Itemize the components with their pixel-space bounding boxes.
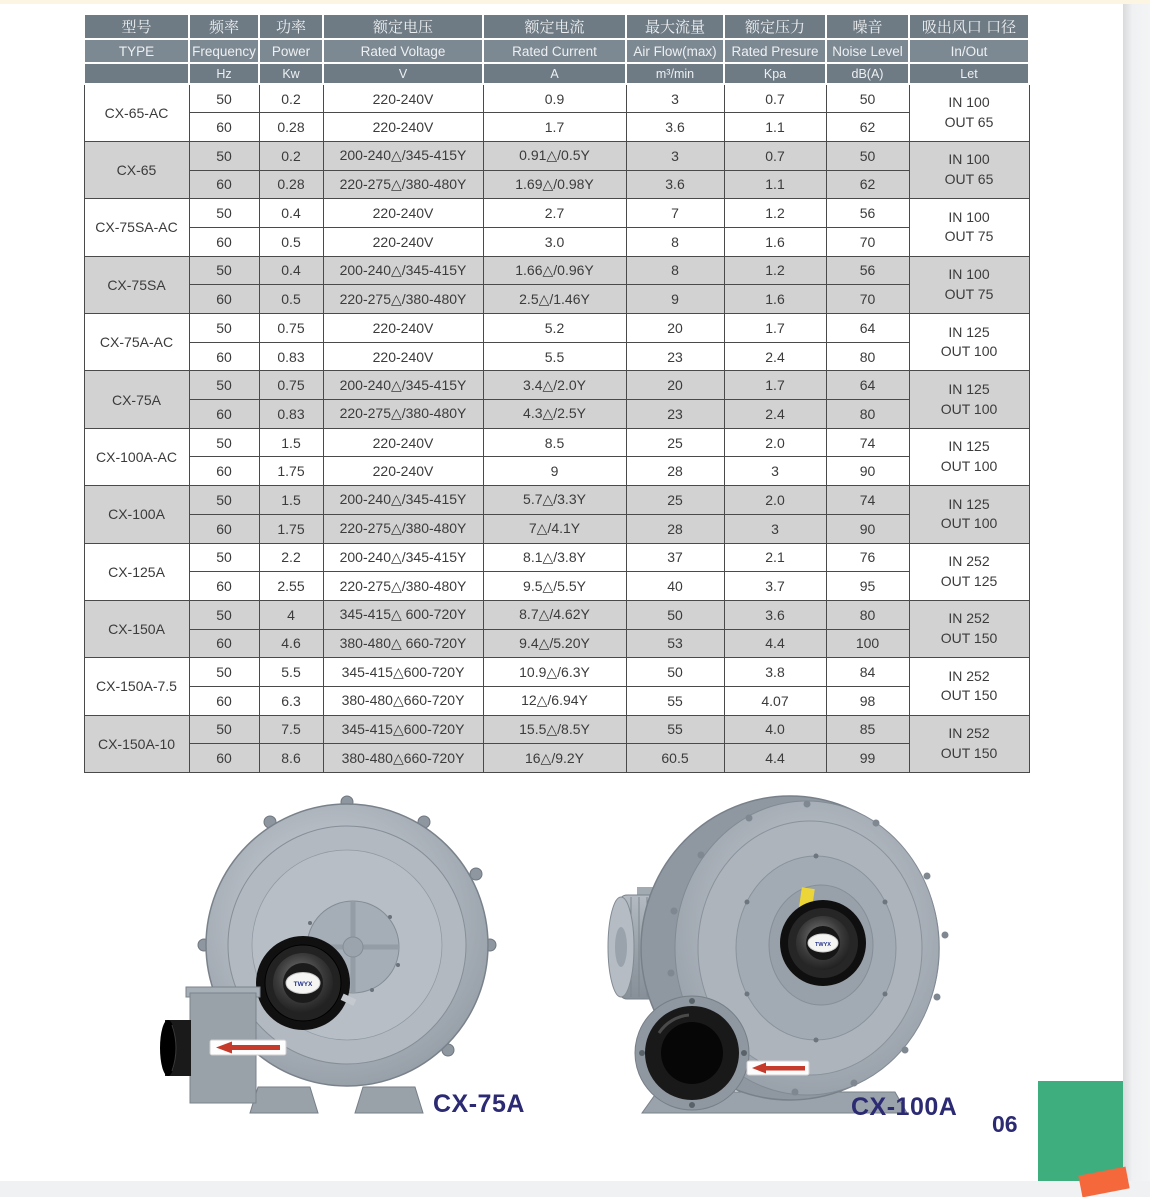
value-cell: 28	[626, 457, 724, 486]
inout-cell	[909, 314, 1029, 371]
value-cell: 0.2	[259, 141, 323, 170]
table-row	[84, 543, 1029, 572]
top-edge-strip	[0, 0, 1150, 4]
table-row	[84, 686, 1029, 715]
value-cell: 50	[626, 600, 724, 629]
product-label-cx100a: CX-100A	[851, 1093, 958, 1121]
header-cell-en: In/Out	[909, 39, 1029, 63]
model-cell: CX-65	[84, 141, 189, 198]
value-cell: 40	[626, 572, 724, 601]
value-cell: 1.1	[724, 113, 826, 142]
model-cell: CX-150A	[84, 600, 189, 657]
value-cell: 37	[626, 543, 724, 572]
value-cell: 60	[189, 514, 259, 543]
inout-line: IN 100	[948, 266, 990, 283]
outlet-port-opening	[661, 1022, 723, 1084]
value-cell: 5.5	[259, 658, 323, 687]
table-row	[84, 428, 1029, 457]
value-cell: 50	[189, 256, 259, 285]
value-cell: 3.0	[483, 227, 626, 256]
value-cell: 3.6	[724, 600, 826, 629]
value-cell: 62	[826, 170, 909, 199]
value-cell: 9.4△/5.20Y	[483, 629, 626, 658]
value-cell: 220-240V	[323, 457, 483, 486]
model-cell: CX-100A-AC	[84, 428, 189, 485]
value-cell: 64	[826, 314, 909, 343]
value-cell: 50	[189, 314, 259, 343]
value-cell: 1.69△/0.98Y	[483, 170, 626, 199]
model-cell: CX-75A-AC	[84, 314, 189, 371]
value-cell: 200-240△/345-415Y	[323, 543, 483, 572]
value-cell: 4	[259, 600, 323, 629]
inlet-center	[343, 937, 363, 957]
value-cell: 60	[189, 227, 259, 256]
inout-cell	[909, 371, 1029, 428]
value-cell: 1.75	[259, 457, 323, 486]
inout-line: OUT 100	[940, 400, 998, 417]
header-cell-unit: Kw	[259, 63, 323, 84]
header-cell-unit: A	[483, 63, 626, 84]
inout-line: OUT 100	[940, 343, 998, 360]
model-cell: CX-150A-7.5	[84, 658, 189, 715]
table-row	[84, 400, 1029, 429]
header-cell-en: Frequency	[189, 39, 259, 63]
value-cell: 98	[826, 686, 909, 715]
table-row	[84, 199, 1029, 228]
value-cell: 50	[189, 141, 259, 170]
value-cell: 60	[189, 285, 259, 314]
flow-direction-sticker	[747, 1061, 809, 1075]
value-cell: 90	[826, 457, 909, 486]
value-cell: 0.7	[724, 84, 826, 113]
value-cell: 20	[626, 314, 724, 343]
value-cell: 9	[483, 457, 626, 486]
inout-line: OUT 150	[940, 744, 998, 761]
header-cell-en: Rated Voltage	[323, 39, 483, 63]
value-cell: 60.5	[626, 744, 724, 773]
value-cell: 2.1	[724, 543, 826, 572]
value-cell: 23	[626, 342, 724, 371]
value-cell: 220-240V	[323, 84, 483, 113]
value-cell: 55	[626, 715, 724, 744]
value-cell: 50	[189, 371, 259, 400]
header-cell-unit: m³/min	[626, 63, 724, 84]
value-cell: 2.7	[483, 199, 626, 228]
value-cell: 1.66△/0.96Y	[483, 256, 626, 285]
table-row	[84, 141, 1029, 170]
value-cell: 1.6	[724, 285, 826, 314]
inout-line: OUT 125	[940, 572, 998, 589]
inout-cell	[909, 141, 1029, 198]
value-cell: 56	[826, 256, 909, 285]
value-cell: 7△/4.1Y	[483, 514, 626, 543]
value-cell: 23	[626, 400, 724, 429]
value-cell: 85	[826, 715, 909, 744]
value-cell: 1.6	[724, 227, 826, 256]
header-cell-en: Rated Current	[483, 39, 626, 63]
header-cell-zh: 吸出风口 口径	[909, 14, 1029, 39]
header-cell-zh: 额定电流	[483, 14, 626, 39]
inout-line: IN 125	[948, 323, 990, 340]
value-cell: 220-275△/380-480Y	[323, 514, 483, 543]
value-cell: 4.3△/2.5Y	[483, 400, 626, 429]
model-cell: CX-75SA-AC	[84, 199, 189, 256]
table-row	[84, 514, 1029, 543]
value-cell: 20	[626, 371, 724, 400]
blower-foot	[250, 1087, 318, 1113]
value-cell: 12△/6.94Y	[483, 686, 626, 715]
value-cell: 84	[826, 658, 909, 687]
value-cell: 0.4	[259, 256, 323, 285]
value-cell: 1.1	[724, 170, 826, 199]
model-cell: CX-125A	[84, 543, 189, 600]
value-cell: 4.4	[724, 744, 826, 773]
inout-cell	[909, 256, 1029, 313]
inout-line: IN 100	[948, 151, 990, 168]
page-number: 06	[992, 1111, 1018, 1137]
table-row	[84, 285, 1029, 314]
value-cell: 50	[189, 84, 259, 113]
value-cell: 55	[626, 686, 724, 715]
value-cell: 345-415△ 600-720Y	[323, 600, 483, 629]
value-cell: 74	[826, 428, 909, 457]
inout-cell	[909, 486, 1029, 543]
value-cell: 4.0	[724, 715, 826, 744]
value-cell: 380-480△660-720Y	[323, 744, 483, 773]
header-cell-zh: 最大流量	[626, 14, 724, 39]
inout-line: OUT 75	[944, 285, 994, 302]
table-row	[84, 600, 1029, 629]
value-cell: 60	[189, 457, 259, 486]
value-cell: 5.2	[483, 314, 626, 343]
value-cell: 220-275△/380-480Y	[323, 285, 483, 314]
value-cell: 56	[826, 199, 909, 228]
value-cell: 0.2	[259, 84, 323, 113]
value-cell: 2.2	[259, 543, 323, 572]
value-cell: 0.75	[259, 314, 323, 343]
value-cell: 220-240V	[323, 342, 483, 371]
table-row	[84, 170, 1029, 199]
value-cell: 62	[826, 113, 909, 142]
inout-line: IN 252	[948, 553, 990, 570]
value-cell: 8.6	[259, 744, 323, 773]
table-row	[84, 342, 1029, 371]
inout-line: IN 125	[948, 438, 990, 455]
value-cell: 3.4△/2.0Y	[483, 371, 626, 400]
header-cell-en: Rated Presure	[724, 39, 826, 63]
header-cell-en: Noise Level	[826, 39, 909, 63]
value-cell: 60	[189, 744, 259, 773]
model-cell: CX-75A	[84, 371, 189, 428]
inout-cell	[909, 428, 1029, 485]
green-accent-block	[1038, 1081, 1123, 1181]
spec-table-header	[84, 14, 1029, 84]
inout-line: IN 252	[948, 667, 990, 684]
value-cell: 2.4	[724, 342, 826, 371]
blower-foot	[355, 1087, 423, 1113]
value-cell: 53	[626, 629, 724, 658]
header-cell-unit: Kpa	[724, 63, 826, 84]
value-cell: 50	[826, 141, 909, 170]
inout-line: OUT 65	[944, 113, 994, 130]
inout-line: OUT 150	[940, 630, 998, 647]
value-cell: 16△/9.2Y	[483, 744, 626, 773]
value-cell: 50	[189, 486, 259, 515]
value-cell: 95	[826, 572, 909, 601]
value-cell: 6.3	[259, 686, 323, 715]
value-cell: 74	[826, 486, 909, 515]
model-cell: CX-65-AC	[84, 84, 189, 141]
value-cell: 5.5	[483, 342, 626, 371]
value-cell: 3	[626, 84, 724, 113]
table-row	[84, 572, 1029, 601]
value-cell: 4.07	[724, 686, 826, 715]
value-cell: 3	[724, 514, 826, 543]
model-cell: CX-150A-10	[84, 715, 189, 772]
value-cell: 5.7△/3.3Y	[483, 486, 626, 515]
value-cell: 7.5	[259, 715, 323, 744]
value-cell: 220-240V	[323, 428, 483, 457]
model-cell: CX-100A	[84, 486, 189, 543]
inout-line: IN 252	[948, 725, 990, 742]
inout-cell	[909, 543, 1029, 600]
inout-cell	[909, 199, 1029, 256]
value-cell: 220-275△/380-480Y	[323, 400, 483, 429]
value-cell: 1.7	[724, 371, 826, 400]
value-cell: 50	[189, 658, 259, 687]
value-cell: 1.75	[259, 514, 323, 543]
value-cell: 80	[826, 600, 909, 629]
table-row	[84, 629, 1029, 658]
inout-line: OUT 100	[940, 515, 998, 532]
brand-badge-text: TWYX	[815, 942, 831, 948]
value-cell: 0.4	[259, 199, 323, 228]
value-cell: 0.5	[259, 227, 323, 256]
value-cell: 200-240△/345-415Y	[323, 256, 483, 285]
value-cell: 60	[189, 686, 259, 715]
value-cell: 3	[724, 457, 826, 486]
value-cell: 0.83	[259, 342, 323, 371]
value-cell: 90	[826, 514, 909, 543]
value-cell: 64	[826, 371, 909, 400]
header-cell-zh: 额定电压	[323, 14, 483, 39]
value-cell: 4.4	[724, 629, 826, 658]
value-cell: 80	[826, 400, 909, 429]
value-cell: 8	[626, 227, 724, 256]
value-cell: 50	[826, 84, 909, 113]
value-cell: 2.4	[724, 400, 826, 429]
value-cell: 3.6	[626, 113, 724, 142]
header-cell-en: Air Flow(max)	[626, 39, 724, 63]
value-cell: 60	[189, 400, 259, 429]
value-cell: 70	[826, 285, 909, 314]
value-cell: 60	[189, 342, 259, 371]
value-cell: 3.6	[626, 170, 724, 199]
value-cell: 60	[189, 170, 259, 199]
value-cell: 2.5△/1.46Y	[483, 285, 626, 314]
value-cell: 1.2	[724, 256, 826, 285]
value-cell: 0.28	[259, 113, 323, 142]
brand-badge-text: TWYX	[293, 981, 313, 988]
inout-line: IN 252	[948, 610, 990, 627]
value-cell: 15.5△/8.5Y	[483, 715, 626, 744]
value-cell: 0.83	[259, 400, 323, 429]
header-cell-zh: 噪音	[826, 14, 909, 39]
header-cell-en: Power	[259, 39, 323, 63]
value-cell: 4.6	[259, 629, 323, 658]
value-cell: 60	[189, 629, 259, 658]
value-cell: 345-415△600-720Y	[323, 658, 483, 687]
blower-front-illustration	[158, 795, 558, 1130]
table-row	[84, 715, 1029, 744]
header-cell-unit: Hz	[189, 63, 259, 84]
inout-line: OUT 75	[944, 228, 994, 245]
value-cell: 1.5	[259, 486, 323, 515]
header-cell-zh: 额定压力	[724, 14, 826, 39]
value-cell: 8	[626, 256, 724, 285]
inout-line: IN 100	[948, 94, 990, 111]
value-cell: 380-480△660-720Y	[323, 686, 483, 715]
value-cell: 0.5	[259, 285, 323, 314]
value-cell: 345-415△600-720Y	[323, 715, 483, 744]
value-cell: 1.2	[724, 199, 826, 228]
value-cell: 3.8	[724, 658, 826, 687]
page-right-gutter	[1123, 0, 1150, 1181]
header-cell-en: TYPE	[84, 39, 189, 63]
value-cell: 2.0	[724, 486, 826, 515]
inout-line: OUT 100	[940, 457, 998, 474]
table-row	[84, 371, 1029, 400]
value-cell: 200-240△/345-415Y	[323, 371, 483, 400]
model-cell: CX-75SA	[84, 256, 189, 313]
value-cell: 70	[826, 227, 909, 256]
value-cell: 220-275△/380-480Y	[323, 170, 483, 199]
value-cell: 200-240△/345-415Y	[323, 486, 483, 515]
value-cell: 8.1△/3.8Y	[483, 543, 626, 572]
value-cell: 9	[626, 285, 724, 314]
value-cell: 50	[189, 199, 259, 228]
value-cell: 0.9	[483, 84, 626, 113]
header-cell-zh: 功率	[259, 14, 323, 39]
header-cell-unit	[84, 63, 189, 84]
value-cell: 50	[189, 715, 259, 744]
inout-cell	[909, 84, 1029, 141]
header-cell-unit: V	[323, 63, 483, 84]
value-cell: 3	[626, 141, 724, 170]
value-cell: 220-275△/380-480Y	[323, 572, 483, 601]
flow-direction-sticker	[210, 1040, 286, 1055]
value-cell: 60	[189, 113, 259, 142]
value-cell: 60	[189, 572, 259, 601]
inout-cell	[909, 715, 1029, 772]
value-cell: 28	[626, 514, 724, 543]
value-cell: 7	[626, 199, 724, 228]
value-cell: 50	[189, 600, 259, 629]
value-cell: 1.5	[259, 428, 323, 457]
header-cell-unit: Let	[909, 63, 1029, 84]
spec-table-body	[84, 84, 1029, 773]
value-cell: 1.7	[483, 113, 626, 142]
value-cell: 220-240V	[323, 199, 483, 228]
value-cell: 220-240V	[323, 113, 483, 142]
value-cell: 220-240V	[323, 314, 483, 343]
blower-side-illustration	[597, 795, 1027, 1130]
value-cell: 9.5△/5.5Y	[483, 572, 626, 601]
header-cell-zh: 型号	[84, 14, 189, 39]
value-cell: 3.7	[724, 572, 826, 601]
inout-line: OUT 150	[940, 687, 998, 704]
table-row	[84, 314, 1029, 343]
value-cell: 200-240△/345-415Y	[323, 141, 483, 170]
value-cell: 380-480△ 660-720Y	[323, 629, 483, 658]
table-row	[84, 658, 1029, 687]
header-cell-unit: dB(A)	[826, 63, 909, 84]
value-cell: 0.91△/0.5Y	[483, 141, 626, 170]
value-cell: 25	[626, 428, 724, 457]
inout-cell	[909, 658, 1029, 715]
table-row	[84, 84, 1029, 113]
table-row	[84, 744, 1029, 773]
product-label-cx75a: CX-75A	[433, 1090, 525, 1118]
inout-line: IN 125	[948, 495, 990, 512]
inout-line: IN 100	[948, 208, 990, 225]
value-cell: 10.9△/6.3Y	[483, 658, 626, 687]
value-cell: 0.75	[259, 371, 323, 400]
inout-cell	[909, 600, 1029, 657]
table-row	[84, 256, 1029, 285]
value-cell: 100	[826, 629, 909, 658]
value-cell: 50	[189, 428, 259, 457]
value-cell: 2.55	[259, 572, 323, 601]
value-cell: 50	[189, 543, 259, 572]
value-cell: 0.28	[259, 170, 323, 199]
value-cell: 80	[826, 342, 909, 371]
spec-table	[83, 13, 1030, 773]
value-cell: 1.7	[724, 314, 826, 343]
table-row	[84, 113, 1029, 142]
value-cell: 0.7	[724, 141, 826, 170]
value-cell: 76	[826, 543, 909, 572]
table-row	[84, 457, 1029, 486]
table-row	[84, 486, 1029, 515]
inout-line: OUT 65	[944, 171, 994, 188]
value-cell: 99	[826, 744, 909, 773]
value-cell: 25	[626, 486, 724, 515]
product-photo-cx75a	[158, 795, 558, 1130]
table-row	[84, 227, 1029, 256]
value-cell: 2.0	[724, 428, 826, 457]
value-cell: 220-240V	[323, 227, 483, 256]
inout-line: IN 125	[948, 380, 990, 397]
value-cell: 8.7△/4.62Y	[483, 600, 626, 629]
value-cell: 50	[626, 658, 724, 687]
product-photo-cx100a	[597, 795, 1027, 1130]
header-cell-zh: 频率	[189, 14, 259, 39]
value-cell: 8.5	[483, 428, 626, 457]
